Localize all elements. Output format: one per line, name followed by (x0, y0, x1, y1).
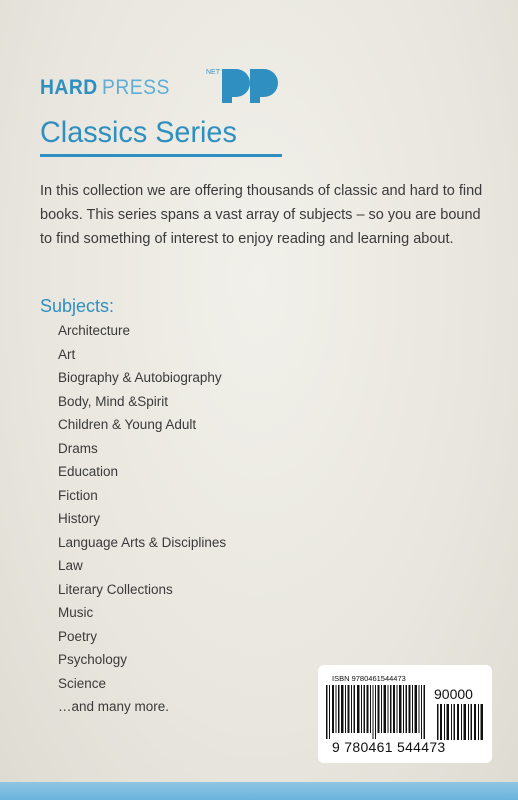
subject-item: Children & Young Adult (58, 417, 197, 432)
subject-item: Music (58, 605, 94, 620)
subject-item: Art (58, 346, 76, 362)
subject-list (58, 319, 226, 719)
subject-item: Drams (58, 440, 98, 456)
subject-item-more: …and many more. (58, 699, 170, 714)
supplement-barcode-icon (436, 704, 486, 740)
subject-item: Language Arts & Disciplines (58, 534, 227, 550)
subject-item: Science (58, 675, 107, 691)
publisher-logo (40, 66, 240, 106)
title-underline (40, 154, 282, 157)
hardpress-logo-icon (220, 69, 278, 103)
logo-hard-text: HARD (40, 76, 98, 99)
barcode-panel (318, 665, 492, 763)
price-code: 90000 (434, 686, 473, 702)
logo-press-text: PRESS (102, 76, 170, 99)
barcode-number: 9 780461 544473 (332, 739, 446, 755)
subject-item: Architecture (58, 323, 131, 338)
logo-net-text: NET (206, 69, 220, 76)
page-title: Classics Series (40, 116, 237, 149)
subject-item: Body, Mind &Spirit (58, 393, 169, 409)
intro-paragraph: In this collection we are offering thousands of classic and hard to find books. This series spans a vast array of subjects – so you are bound to find something of interest to enjoy reading and learning about. (40, 183, 483, 247)
subject-item: Fiction (58, 487, 98, 503)
subjects-heading: Subjects: (40, 296, 115, 316)
subject-item: History (58, 511, 101, 526)
subject-item: Law (58, 558, 83, 573)
bottom-band (0, 782, 518, 800)
subject-item: Biography & Autobiography (58, 370, 222, 385)
isbn-label: ISBN 9780461544473 (332, 674, 406, 683)
barcode-icon (324, 685, 430, 739)
subject-item: Literary Collections (58, 581, 173, 597)
subject-item: Psychology (58, 652, 128, 667)
subject-item: Education (58, 464, 119, 479)
subject-item: Poetry (58, 628, 98, 644)
